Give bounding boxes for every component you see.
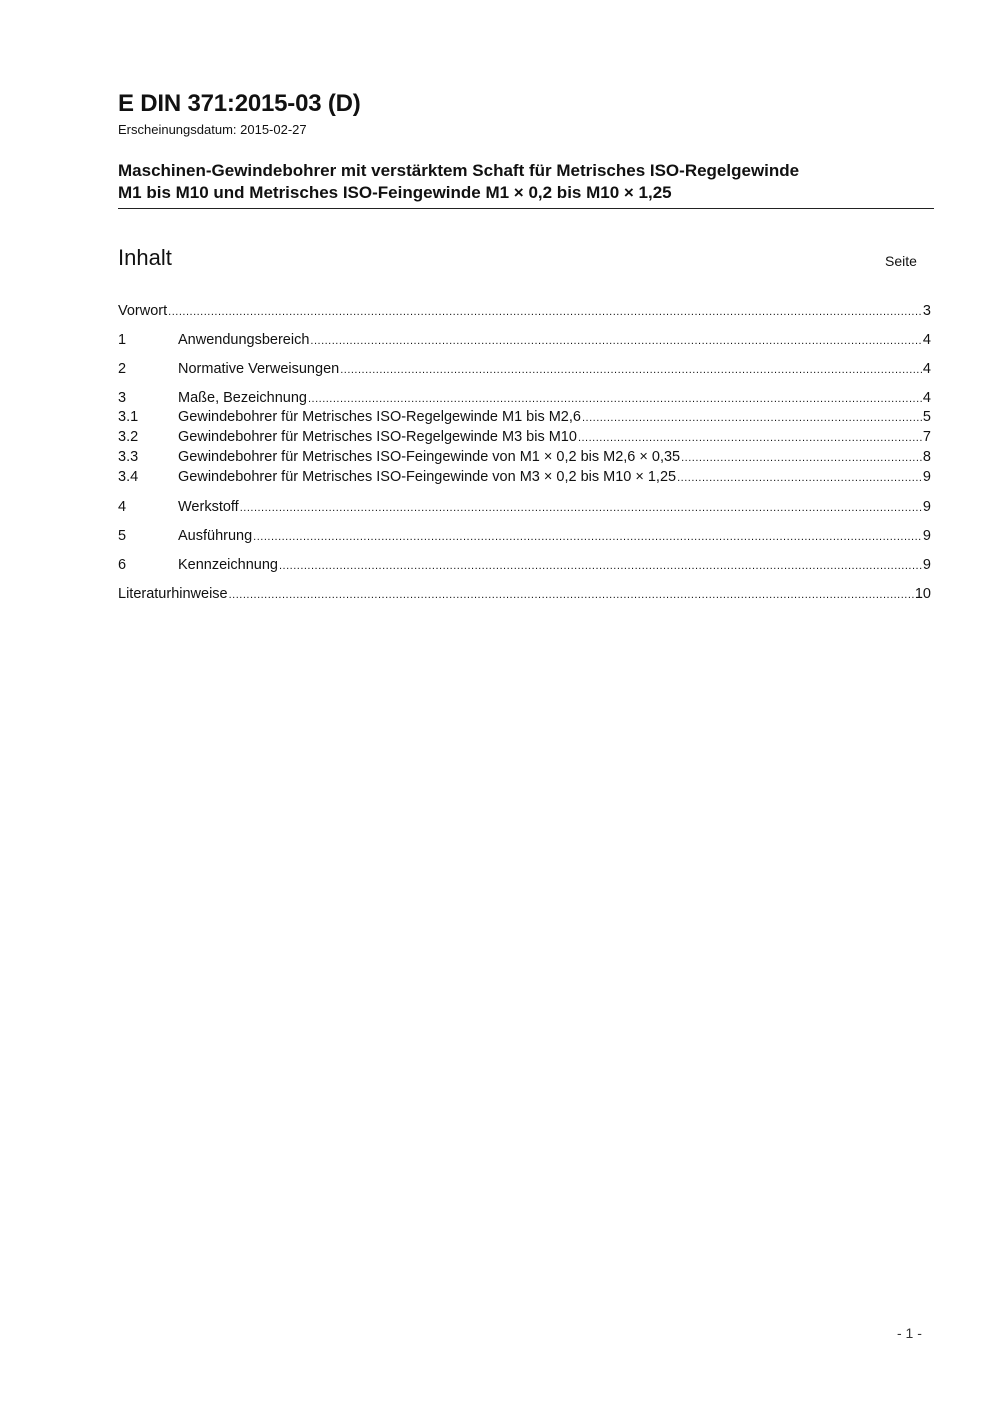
toc-leader-dots: [279, 557, 922, 575]
toc-leader-dots: [253, 528, 922, 546]
toc-entry-page: 4: [922, 332, 931, 348]
toc-entry-text: Gewindebohrer für Metrisches ISO-Regelgewinde M1 bis M2,6: [178, 409, 581, 425]
toc-entry-text: Anwendungsbereich: [178, 332, 310, 348]
document-number: E DIN 371:2015-03 (D): [118, 90, 361, 117]
toc-entry-page: 8: [922, 449, 931, 465]
toc-entry-page: 3: [922, 303, 931, 319]
toc-entry-3[interactable]: [118, 389, 931, 407]
toc-entry-literaturhinweise[interactable]: [118, 585, 931, 603]
toc-leader-dots: [308, 390, 922, 408]
page-number: - 1 -: [897, 1325, 922, 1341]
toc-entry-number: 1: [118, 332, 127, 348]
toc-entry-4[interactable]: [118, 498, 931, 516]
toc-entry-5[interactable]: [118, 527, 931, 545]
toc-entry-page: 9: [922, 499, 931, 515]
document-title-line-2: M1 bis M10 und Metrisches ISO-Feingewinde M1 × 0,2 bis M10 × 1,25: [118, 183, 672, 202]
toc-entry-page: 7: [922, 429, 931, 445]
toc-entry-2[interactable]: [118, 360, 931, 378]
toc-entry-number: 3.2: [118, 429, 139, 445]
toc-entry-number: 3: [118, 390, 127, 406]
toc-leader-dots: [681, 449, 922, 467]
toc-entry-3-2[interactable]: [118, 428, 931, 446]
toc-entry-text: Gewindebohrer für Metrisches ISO-Regelgewinde M3 bis M10: [178, 429, 577, 445]
toc-entry-text: Ausführung: [178, 528, 253, 544]
toc-leader-dots: [168, 303, 922, 321]
toc-entry-page: 9: [922, 469, 931, 485]
toc-entry-text: Vorwort: [118, 303, 168, 319]
toc-entry-6[interactable]: [118, 556, 931, 574]
toc-entry-3-3[interactable]: [118, 448, 931, 466]
toc-entry-3-1[interactable]: [118, 408, 931, 426]
toc-entry-page: 5: [922, 409, 931, 425]
toc-entry-number: 2: [118, 361, 127, 377]
toc-leader-dots: [340, 361, 922, 379]
toc-entry-text: Werkstoff: [178, 499, 239, 515]
toc-heading: Inhalt: [118, 245, 172, 270]
toc-entry-1[interactable]: [118, 331, 931, 349]
toc-leader-dots: [310, 332, 922, 350]
toc-entry-page: 9: [922, 557, 931, 573]
toc-entry-text: Maße, Bezeichnung: [178, 390, 307, 406]
document-title-line-1: Maschinen-Gewindebohrer mit verstärktem Schaft für Metrisches ISO-Regelgewinde: [118, 161, 800, 180]
toc-leader-dots: [240, 499, 922, 517]
toc-entry-number: 5: [118, 528, 127, 544]
toc-entry-text: Kennzeichnung: [178, 557, 278, 573]
toc-entry-page: 4: [922, 390, 931, 406]
toc-entry-page: 9: [922, 528, 931, 544]
publication-date: Erscheinungsdatum: 2015-02-27: [118, 122, 307, 137]
toc-leader-dots: [578, 429, 922, 447]
toc-entry-number: 3.3: [118, 449, 139, 465]
toc-entry-text: Gewindebohrer für Metrisches ISO-Feingewinde von M3 × 0,2 bis M10 × 1,25: [178, 469, 677, 485]
toc-entry-number: 3.1: [118, 409, 139, 425]
toc-entry-text: Normative Verweisungen: [178, 361, 340, 377]
toc-entry-number: 6: [118, 557, 127, 573]
toc-entry-page: 10: [914, 586, 931, 602]
toc-entry-text: Gewindebohrer für Metrisches ISO-Feingewinde von M1 × 0,2 bis M2,6 × 0,35: [178, 449, 681, 465]
toc-entry-vorwort[interactable]: [118, 302, 931, 320]
toc-entry-3-4[interactable]: [118, 468, 931, 486]
toc-entry-number: 4: [118, 499, 127, 515]
toc-entry-number: 3.4: [118, 469, 139, 485]
toc-leader-dots: [229, 586, 914, 604]
toc-page-column-label: Seite: [885, 253, 917, 269]
toc-entry-text: Literaturhinweise: [118, 586, 228, 602]
document-title: [118, 160, 934, 209]
toc-entry-page: 4: [922, 361, 931, 377]
toc-leader-dots: [677, 469, 922, 487]
toc-leader-dots: [582, 409, 922, 427]
